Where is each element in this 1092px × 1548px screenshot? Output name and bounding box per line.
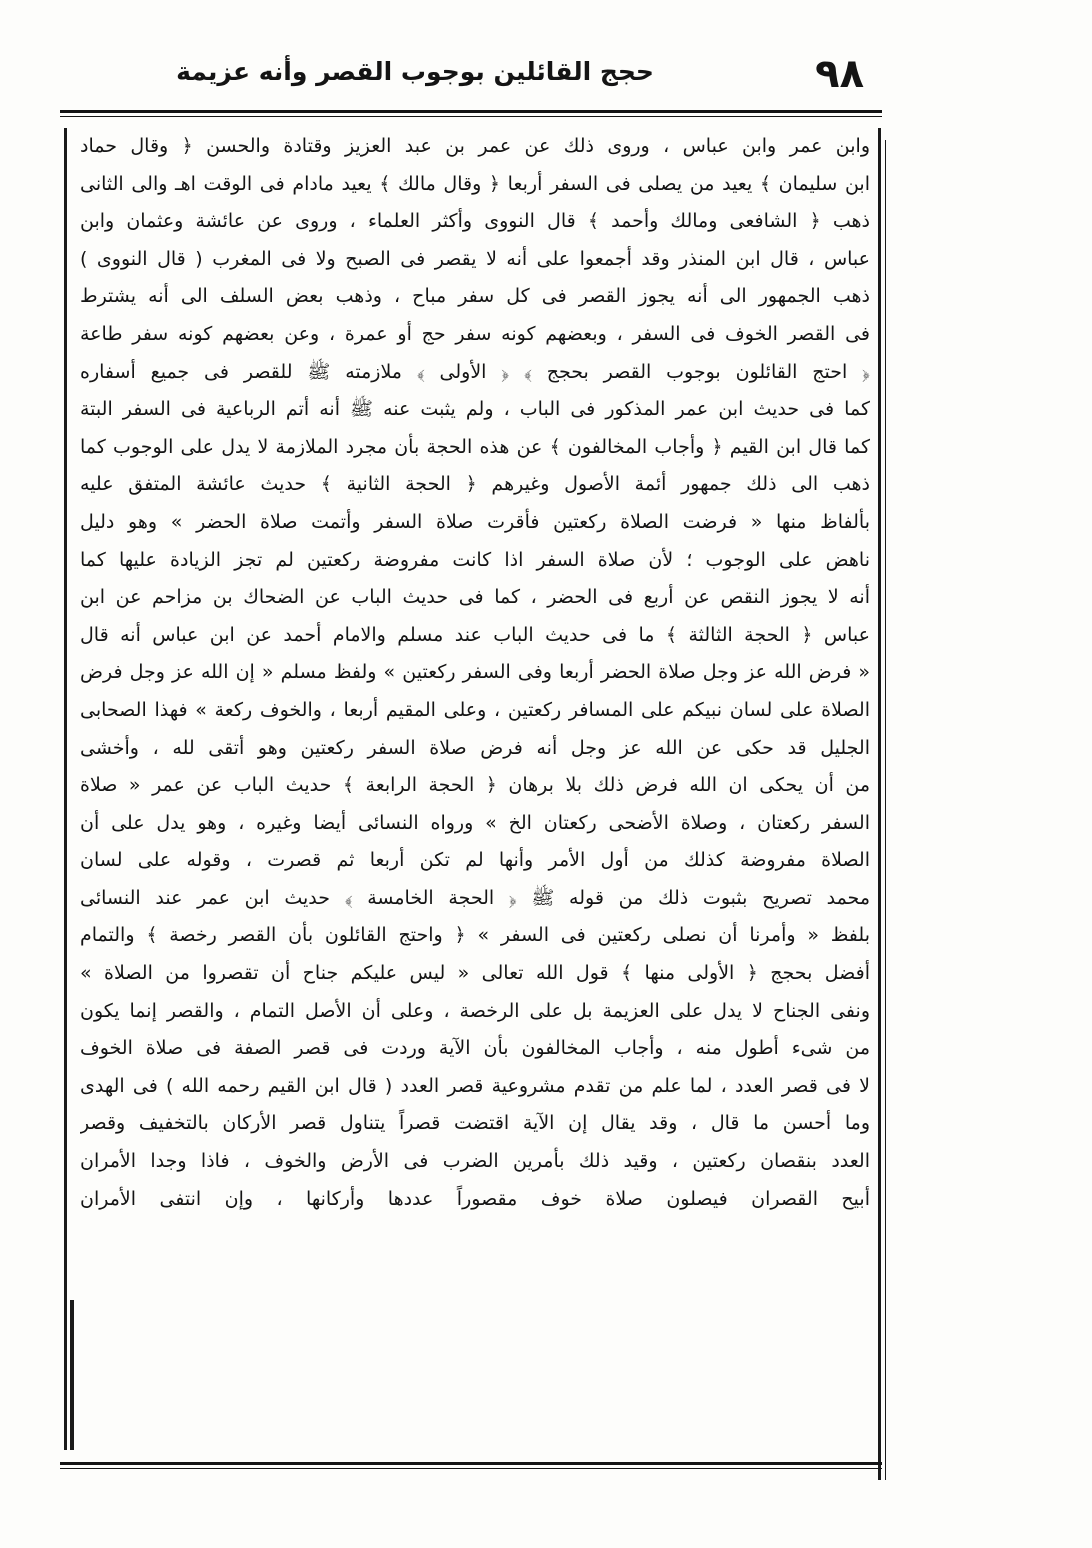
text-line: « فرض الله عز وجل صلاة الحضر أربعا وفى السفر ركعتين » ولفظ مسلم « إن الله عز وجل فرض [80, 661, 870, 684]
text-line: من أن يحكى ان الله فرض ذلك بلا برهان ﴿ الحجة الرابعة ﴾ حديث الباب عن عمر « صلاة [80, 774, 870, 797]
text-line: فى القصر الخوف فى السفر ، وبعضهم كونه سفر حج أو عمرة ، وعن بعضهم كونه سفر طاعة [80, 322, 870, 345]
page-header [70, 38, 890, 110]
text-line: ذهب ﴿ الشافعى ومالك وأحمد ﴾ قال النووى وأكثر العلماء ، وروى عن عائشة وعثمان وابن [80, 210, 870, 233]
text-line: ابن سليمان ﴾ يعيد من يصلى فى السفر أربعا ﴿ وقال مالك ﴾ يعيد مادام فى الوقت اهـ والى الثانى [80, 172, 870, 195]
header-rule-thin [60, 116, 882, 117]
text-line: محمد تصريح بثبوت ذلك من قوله ﷺ ﴿ الحجة الخامسة ﴾ حديث ابن عمر عند النسائى [80, 886, 870, 909]
text-line: ناهض على الوجوب ؛ لأن صلاة السفر اذا كانت مفروضة ركعتين لم تجز الزيادة عليها كما [80, 548, 870, 571]
text-line: كما فى حديث ابن عمر المذكور فى الباب ، ولم يثبت عنه ﷺ أنه أتم الرباعية فى السفر البتة [80, 398, 870, 421]
text-line: ونفى الجناح لا يدل على العزيمة بل على الرخصة ، وعلى أن الأصل التمام ، والقصر إنما يكون [80, 999, 870, 1022]
text-line: وابن عمر وابن عباس ، وروى ذلك عن عمر بن عبد العزيز وقتادة والحسن ﴿ وقال حماد [80, 135, 870, 157]
header-rule [60, 110, 882, 113]
text-line: ﴿ احتج القائلون بوجوب القصر بحجج ﴾ ﴿ الأولى ﴾ ملازمته ﷺ للقصر فى جميع أسفاره [80, 360, 870, 383]
text-line: السفر ركعتان ، وصلاة الأضحى ركعتان الخ » ورواه النسائى أيضا وغيره ، وهو يدل على أن [80, 811, 870, 834]
text-line: ذهب الجمهور الى أنه يجوز القصر فى كل سفر مباح ، وذهب بعض السلف الى أنه يشترط [80, 285, 870, 308]
text-line: عباس ﴿ الحجة الثالثة ﴾ ما فى حديث الباب عند مسلم والامام أحمد عن ابن عباس أنه قال [80, 623, 870, 646]
text-line: أنه لا يجوز النقص عن أربع فى الحضر ، كما فى حديث الباب عن الضحاك بن مزاحم عن ابن [80, 586, 870, 609]
text-line: بلفظ « وأمرنا أن نصلى ركعتين فى السفر » ﴿ واحتج القائلون بأن القصر رخصة ﴾ والتمام [80, 924, 870, 947]
margin-bar-left [64, 128, 67, 1450]
text-line: لا فى قصر العدد ، لما علم من تقدم مشروعية قصر العدد ( قال ابن القيم رحمه الله ) فى الهدى [80, 1074, 870, 1097]
body-text [80, 128, 870, 1446]
footer-rule-thin [60, 1468, 882, 1469]
text-line: كما قال ابن القيم ﴿ وأجاب المخالفون ﴾ عن هذه الحجة بأن مجرد الملازمة لا يدل على الوجوب كما [80, 435, 870, 458]
running-title: حجج القائلين بوجوب القصر وأنه عزيمة [176, 57, 654, 86]
text-line: أفضل بحجج ﴿ الأولى منها ﴾ قول الله تعالى « ليس عليكم جناح أن تقصروا من الصلاة » [80, 962, 870, 985]
footer-rule [60, 1462, 882, 1465]
text-line: أبيح القصران فيصلون صلاة خوف مقصوراً عددها وأركانها ، وإن انتفى الأمران [80, 1187, 870, 1210]
margin-bar-left-thick [70, 1300, 74, 1450]
text-line: الصلاة على لسان نبيكم على المسافر ركعتين ، وعلى المقيم أربعا ، والخوف ركعة » فهذا الصحابى [80, 698, 870, 721]
text-line: الجليل قد حكى عن الله عز وجل أنه فرض صلاة السفر ركعتين وهو أتقى لله ، وأخشى [80, 736, 870, 759]
margin-bar-right-thin [885, 140, 886, 1480]
text-line: بألفاظ منها « فرضت الصلاة ركعتين فأقرت صلاة السفر وأتمت صلاة الحضر » وهو دليل [80, 510, 870, 533]
text-line: العدد بنقصان ركعتين ، وقيد ذلك بأمرين الضرب فى الأرض والخوف ، فاذا وجدا الأمران [80, 1150, 870, 1173]
text-line: من شىء أطول منه ، وأجاب المخالفون بأن الآية وردت فى قصر الصفة فى صلاة الخوف [80, 1037, 870, 1060]
text-line: ذهب الى ذلك جمهور أئمة الأصول وغيرهم ﴿ الحجة الثانية ﴾ حديث عائشة المتفق عليه [80, 473, 870, 496]
text-line: عباس ، قال ابن المنذر وقد أجمعوا على أنه لا يقصر فى الصبح ولا فى المغرب ( قال النووى ) [80, 247, 870, 270]
text-line: وما أحسن ما قال ، وقد يقال إن الآية اقتضت قصراً يتناول قصر الأركان بالتخفيف وقصر [80, 1112, 870, 1135]
margin-bar-right [878, 128, 881, 1480]
text-line: الصلاة مفروضة كذلك من أول الأمر وأنها لم تكن أربعا ثم قصرت ، وقوله على لسان [80, 849, 870, 872]
page-number: ٩٨ [815, 51, 864, 97]
